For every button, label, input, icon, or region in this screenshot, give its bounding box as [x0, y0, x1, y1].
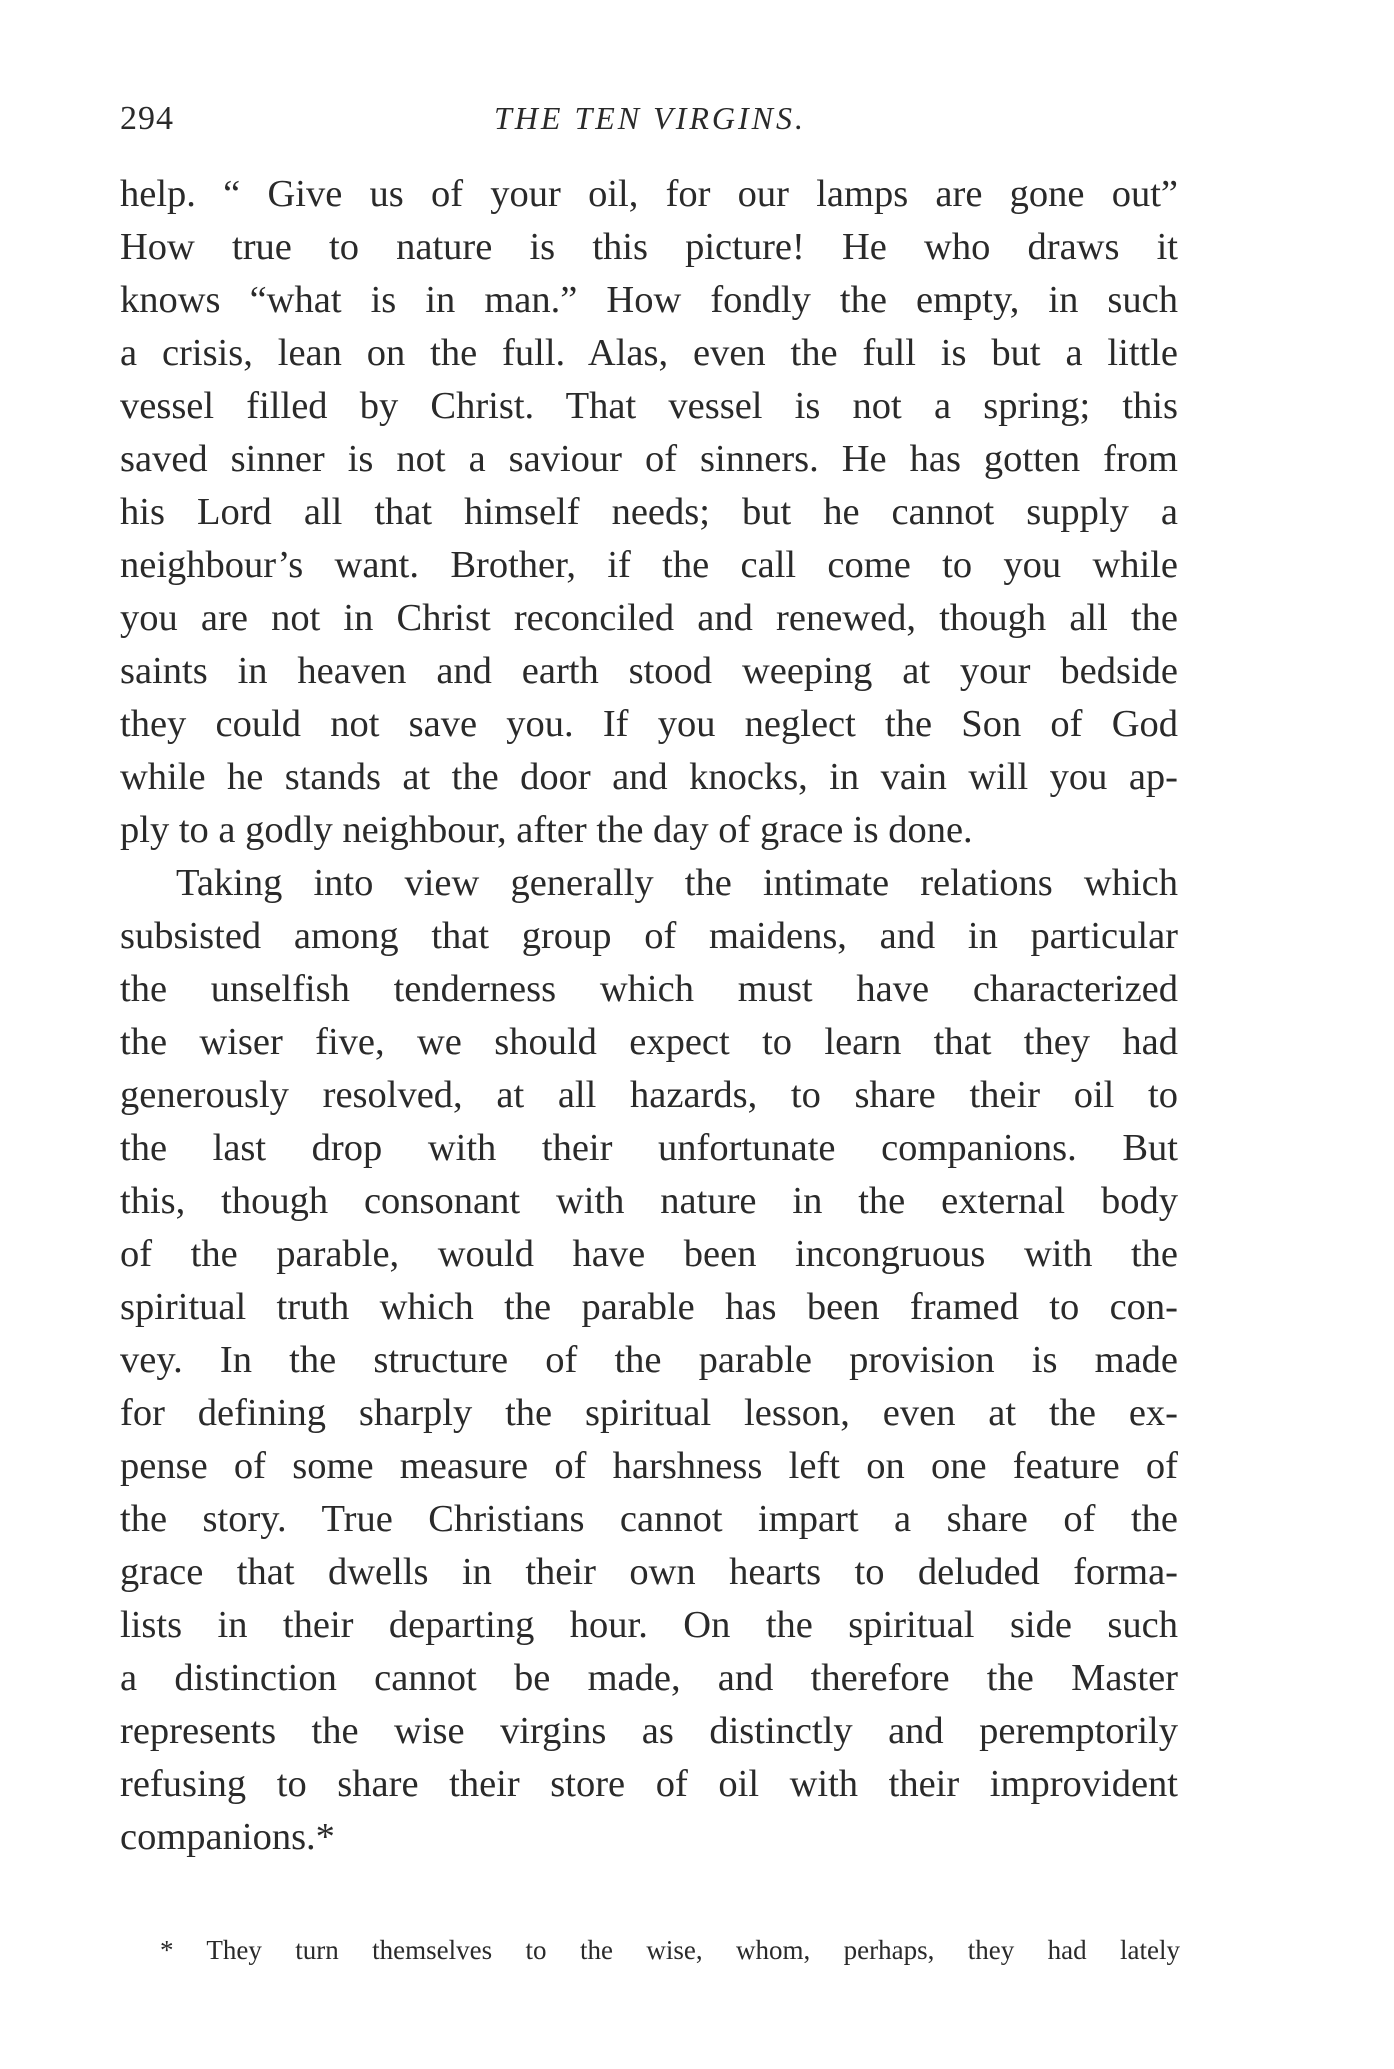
text-line: vessel filled by Christ. That vessel is not a spring; this: [120, 385, 1178, 427]
paragraph-end-line: ply to a godly neighbour, after the day of grace is done.: [120, 809, 973, 851]
body-text: [120, 168, 1178, 1864]
paragraph-end-line: companions.*: [120, 1816, 335, 1858]
text-line: saints in heaven and earth stood weeping at your bedside: [120, 650, 1178, 692]
text-line: the story. True Christians cannot impart a share of the: [120, 1498, 1178, 1540]
page-header: [120, 100, 1180, 150]
text-line: a crisis, lean on the full. Alas, even the full is but a little: [120, 332, 1178, 374]
text-line: this, though consonant with nature in the external body: [120, 1180, 1178, 1222]
text-line: a distinction cannot be made, and therefore the Master: [120, 1657, 1178, 1699]
text-line: generously resolved, at all hazards, to share their oil to: [120, 1074, 1178, 1116]
text-line: pense of some measure of harshness left on one feature of: [120, 1445, 1178, 1487]
text-line: knows “what is in man.” How fondly the empty, in such: [120, 279, 1178, 321]
text-line: for defining sharply the spiritual lesson, even at the ex-: [120, 1392, 1178, 1434]
text-line: the wiser five, we should expect to learn that they had: [120, 1021, 1178, 1063]
text-line: saved sinner is not a saviour of sinners. He has gotten from: [120, 438, 1178, 480]
text-line: lists in their departing hour. On the spiritual side such: [120, 1604, 1178, 1646]
text-line: the last drop with their unfortunate companions. But: [120, 1127, 1178, 1169]
text-line: subsisted among that group of maidens, and in particular: [120, 915, 1178, 957]
text-line: you are not in Christ reconciled and renewed, though all the: [120, 597, 1178, 639]
text-line: How true to nature is this picture! He who draws it: [120, 226, 1178, 268]
text-line: the unselfish tenderness which must have characterized: [120, 968, 1178, 1010]
text-line: vey. In the structure of the parable provision is made: [120, 1339, 1178, 1381]
text-line: of the parable, would have been incongruous with the: [120, 1233, 1178, 1275]
text-line: while he stands at the door and knocks, in vain will you ap-: [120, 756, 1178, 798]
text-line: his Lord all that himself needs; but he cannot supply a: [120, 491, 1178, 533]
text-line: represents the wise virgins as distinctly and peremptorily: [120, 1710, 1178, 1752]
text-line: neighbour’s want. Brother, if the call come to you while: [120, 544, 1178, 586]
footnote: * They turn themselves to the wise, whom, perhaps, they had lately: [160, 1935, 1180, 1965]
text-line: grace that dwells in their own hearts to deluded forma-: [120, 1551, 1178, 1593]
page-number: 294: [120, 100, 174, 137]
running-title: THE TEN VIRGINS.: [494, 100, 806, 136]
text-line: spiritual truth which the parable has been framed to con-: [120, 1286, 1178, 1328]
text-line: refusing to share their store of oil with their improvident: [120, 1763, 1178, 1805]
text-line: they could not save you. If you neglect the Son of God: [120, 703, 1178, 745]
text-line: help. “ Give us of your oil, for our lamps are gone out”: [120, 173, 1178, 215]
paragraph-start-line: Taking into view generally the intimate relations which: [176, 862, 1178, 904]
